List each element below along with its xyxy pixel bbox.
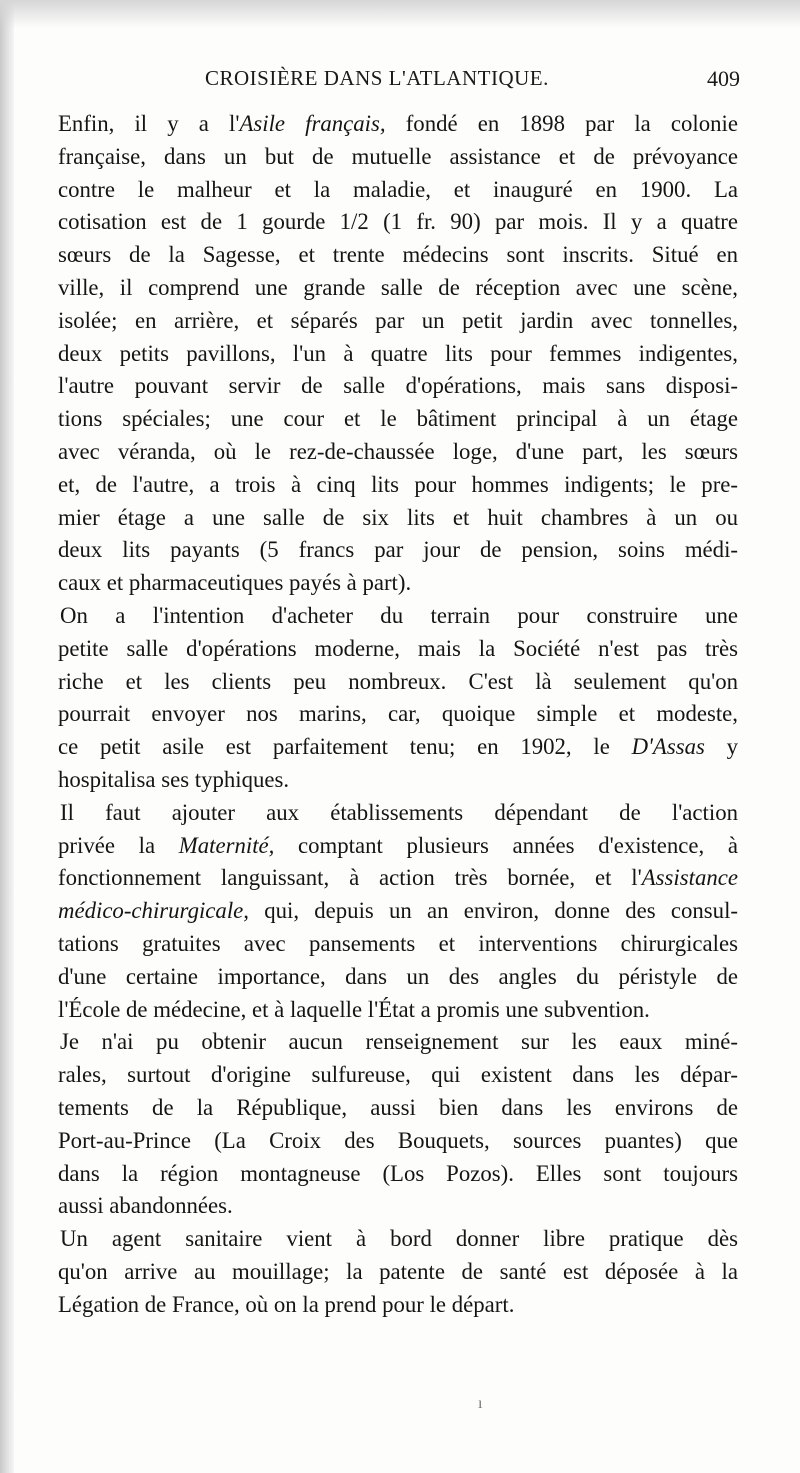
line-text: petite salle d'opérations moderne, mais la Société n'est pas très — [58, 635, 738, 661]
line-text: caux et pharmaceutiques payés à part). — [58, 570, 412, 596]
running-title: CROISIÈRE DANS L'ATLANTIQUE. — [205, 66, 549, 90]
line-text: rales, surtout d'origine sulfureuse, qui existent dans les dépar- — [58, 1062, 738, 1088]
text-line — [58, 469, 738, 502]
text-line — [58, 403, 738, 436]
line-text: aussi abandonnées. — [58, 1193, 233, 1219]
text-line — [58, 436, 738, 469]
text-line — [58, 633, 738, 666]
text-line — [58, 698, 738, 731]
text-line — [58, 502, 738, 535]
line-text: Port-au-Prince (La Croix des Bouquets, sources puantes) que — [58, 1127, 738, 1153]
text-line — [58, 272, 738, 305]
line-text: Légation de France, où on la prend pour le départ. — [58, 1291, 515, 1317]
text-line — [58, 1158, 738, 1191]
text-line — [58, 797, 738, 830]
italic-phrase: Assistance — [641, 865, 738, 891]
text-line — [58, 764, 738, 797]
text-line — [58, 731, 738, 764]
print-mark: ı — [478, 1395, 483, 1412]
line-text: tations gratuites avec pansements et interventions chirurgicales — [58, 930, 738, 956]
text-line — [58, 305, 738, 338]
italic-phrase: médico-chirurgicale, — [58, 898, 249, 924]
line-text: l'autre pouvant servir de salle d'opérations, mais sans disposi- — [58, 373, 738, 399]
line-text: Enfin, il y a l' — [58, 111, 240, 136]
text-line — [58, 1256, 738, 1289]
text-line — [58, 108, 738, 141]
text-line — [58, 239, 738, 272]
line-text: fondé en 1898 par la colonie — [385, 111, 738, 136]
text-line — [58, 1289, 738, 1322]
line-text: avec véranda, où le rez-de-chaussée loge, d'une part, les sœurs — [58, 438, 738, 464]
line-text: On a l'intention d'acheter du terrain pour construire une — [60, 602, 738, 628]
text-line — [58, 928, 738, 961]
line-text: sœurs de la Sagesse, et trente médecins sont inscrits. Situé en — [58, 242, 738, 268]
line-text: isolée; en arrière, et séparés par un petit jardin avec tonnelles, — [58, 307, 738, 333]
italic-phrase: Maternité, — [178, 832, 275, 858]
running-head — [60, 66, 740, 96]
line-text: Il faut ajouter aux établissements dépendant de l'action — [60, 799, 738, 825]
page-top-shadow — [0, 0, 800, 28]
line-text: tements de la République, aussi bien dans les environs de — [58, 1094, 738, 1120]
text-line — [58, 1059, 738, 1092]
line-text: contre le malheur et la maladie, et inauguré en 1900. La — [58, 176, 738, 202]
text-line — [58, 1190, 738, 1223]
line-text: d'une certaine importance, dans un des angles du péristyle de — [58, 963, 738, 989]
line-text: privée la — [58, 832, 179, 858]
text-line — [58, 338, 738, 371]
text-line — [58, 534, 738, 567]
line-text: deux petits pavillons, l'un à quatre lits pour femmes indigentes, — [58, 340, 738, 366]
text-line — [58, 206, 738, 239]
text-line — [58, 1026, 738, 1059]
text-line — [58, 1092, 738, 1125]
text-line — [58, 1223, 738, 1256]
line-text: tions spéciales; une cour et le bâtiment principal à un étage — [58, 406, 738, 432]
line-text: ville, il comprend une grande salle de réception avec une scène, — [58, 274, 738, 300]
text-line — [58, 862, 738, 895]
line-text: pourrait envoyer nos marins, car, quoique simple et modeste, — [58, 701, 738, 727]
line-text: ce petit asile est parfaitement tenu; en 1902, le — [58, 734, 632, 760]
line-text: dans la région montagneuse (Los Pozos). Elles sont toujours — [58, 1160, 738, 1186]
text-line — [58, 895, 738, 928]
italic-phrase: Asile français, — [239, 111, 386, 136]
line-text: riche et les clients peu nombreux. C'est là seulement qu'on — [58, 668, 738, 694]
page-edge-shadow — [0, 0, 14, 1473]
text-line — [58, 961, 738, 994]
text-line — [58, 370, 738, 403]
line-text: Je n'ai pu obtenir aucun renseignement sur les eaux miné- — [60, 1029, 738, 1055]
line-text: fonctionnement languissant, à action très bornée, et l' — [58, 865, 642, 891]
italic-phrase: D'Assas — [631, 734, 705, 760]
line-text: cotisation est de 1 gourde 1/2 (1 fr. 90) par mois. Il y a quatre — [58, 209, 738, 235]
line-text: Un agent sanitaire vient à bord donner libre pratique dès — [60, 1226, 738, 1252]
text-line — [58, 141, 738, 174]
line-text: comptant plusieurs années d'existence, à — [274, 832, 738, 858]
line-text: qui, depuis un an environ, donne des consul- — [248, 898, 738, 924]
line-text: l'École de médecine, et à laquelle l'État a promis une subvention. — [58, 996, 650, 1022]
line-text: et, de l'autre, a trois à cinq lits pour hommes indigents; le pre- — [58, 471, 738, 497]
text-line — [58, 600, 738, 633]
line-text: française, dans un but de mutuelle assistance et de prévoyance — [58, 143, 738, 169]
text-line — [58, 567, 738, 600]
text-line — [58, 1125, 738, 1158]
text-line — [58, 666, 738, 699]
line-text: qu'on arrive au mouillage; la patente de santé est déposée à la — [58, 1258, 738, 1284]
text-line — [58, 830, 738, 863]
text-line — [58, 994, 738, 1027]
body-text — [58, 108, 738, 1321]
line-text: mier étage a une salle de six lits et huit chambres à un ou — [58, 504, 738, 530]
line-text: hospitalisa ses typhiques. — [58, 766, 290, 792]
text-line — [58, 174, 738, 207]
line-text: y — [704, 734, 738, 760]
page-number: 409 — [707, 66, 740, 91]
line-text: deux lits payants (5 francs par jour de pension, soins médi- — [58, 537, 738, 563]
